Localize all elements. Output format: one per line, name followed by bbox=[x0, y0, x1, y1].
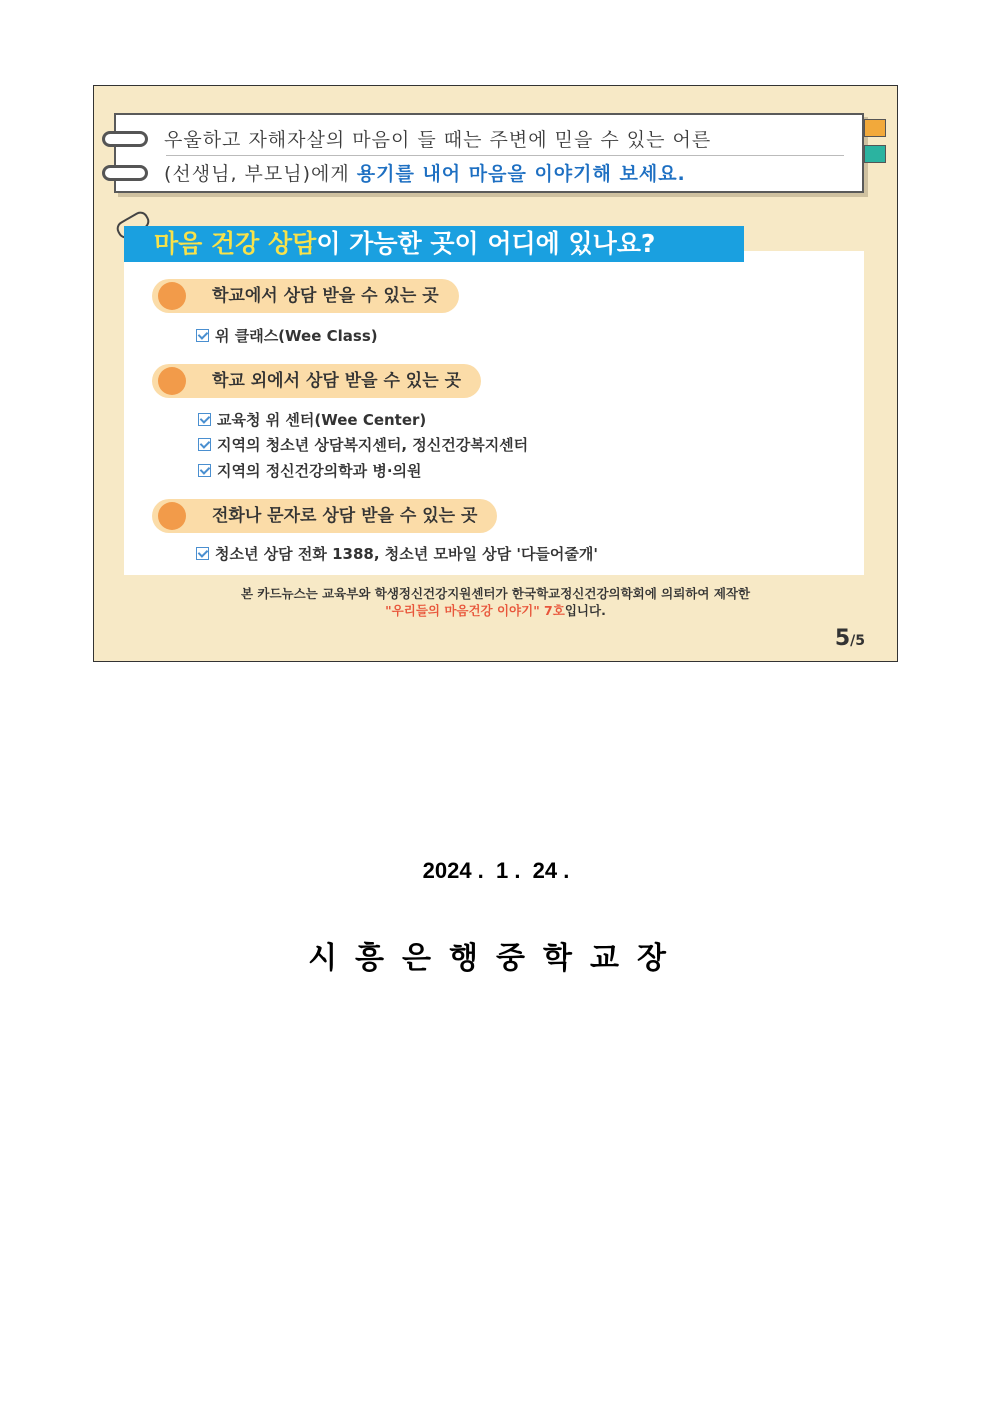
page-total: /5 bbox=[850, 633, 865, 649]
note-box bbox=[114, 113, 864, 193]
content-panel bbox=[124, 251, 864, 575]
checkbox-icon bbox=[198, 464, 211, 477]
section-title: 학교 외에서 상담 받을 수 있는 곳 bbox=[212, 371, 461, 391]
list-item-text: 지역의 정신건강의학과 병·의원 bbox=[217, 462, 422, 480]
note-divider bbox=[166, 155, 844, 156]
note-line-2 bbox=[164, 159, 846, 186]
note-line-2-plain: (선생님, 부모님)에게 bbox=[164, 163, 357, 185]
list-item bbox=[196, 325, 378, 346]
document-date: 2024 . 1 . 24 . bbox=[422, 858, 570, 883]
checkbox-icon bbox=[198, 413, 211, 426]
issuer-signature: 시흥은행중학교장 bbox=[308, 941, 684, 976]
school-icon bbox=[158, 282, 186, 310]
section-title: 학교에서 상담 받을 수 있는 곳 bbox=[212, 286, 439, 306]
tab-marker-icon bbox=[864, 145, 886, 163]
list-item-text: 교육청 위 센터(Wee Center) bbox=[217, 411, 427, 429]
section-phone-text bbox=[152, 499, 497, 533]
list-item bbox=[196, 543, 598, 564]
phone-icon bbox=[158, 502, 186, 530]
heart-hand-icon bbox=[158, 367, 186, 395]
footnote-tail: 입니다. bbox=[564, 603, 606, 618]
checkbox-icon bbox=[196, 329, 209, 342]
section-title: 전화나 문자로 상담 받을 수 있는 곳 bbox=[212, 506, 478, 526]
card-news bbox=[93, 85, 898, 662]
footnote-line-2 bbox=[94, 601, 897, 619]
footnote-highlight: "우리들의 마음건강 이야기" 7호 bbox=[385, 603, 565, 618]
binder-ring-icon bbox=[102, 165, 148, 181]
note-line-1: 우울하고 자해자살의 마음이 들 때는 주변에 믿을 수 있는 어른 bbox=[164, 129, 712, 151]
tab-marker-icon bbox=[864, 119, 886, 137]
note-line-2-highlight: 용기를 내어 마음을 이야기해 보세요. bbox=[356, 163, 686, 185]
list-item-text: 지역의 청소년 상담복지센터, 정신건강복지센터 bbox=[217, 436, 529, 454]
page-number bbox=[835, 626, 865, 651]
checkbox-icon bbox=[198, 438, 211, 451]
list-item-text: 청소년 상담 전화 1388, 청소년 모바일 상담 '다들어줄개' bbox=[215, 545, 598, 563]
binder-ring-icon bbox=[102, 131, 148, 147]
list-item-text: 위 클래스(Wee Class) bbox=[215, 327, 378, 345]
checkbox-icon bbox=[196, 547, 209, 560]
banner-rest: 이 가능한 곳이 어디에 있나요? bbox=[316, 229, 656, 258]
footnote-line-1: 본 카드뉴스는 교육부와 학생정신건강지원센터가 한국학교정신건강의학회에 의뢰하여 제작한 bbox=[240, 586, 751, 601]
banner-highlight: 마음 건강 상담 bbox=[154, 229, 317, 258]
page-current: 5 bbox=[834, 626, 851, 651]
title-banner bbox=[124, 226, 744, 262]
list-item bbox=[198, 460, 422, 481]
list-item bbox=[198, 434, 528, 455]
section-outside-school bbox=[152, 364, 481, 398]
section-school bbox=[152, 279, 459, 313]
list-item bbox=[198, 409, 426, 430]
